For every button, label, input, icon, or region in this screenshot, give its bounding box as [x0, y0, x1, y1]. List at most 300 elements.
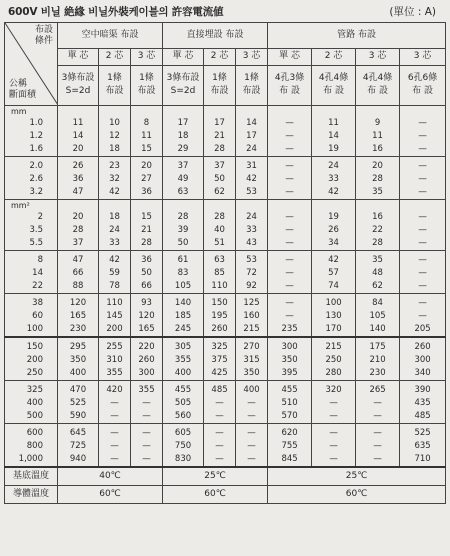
unit-label: (單位 : A) [389, 6, 436, 18]
current-value: 63 [214, 255, 225, 265]
value-cell [312, 157, 356, 200]
current-value: 120 [138, 311, 155, 321]
cell-spacer [236, 200, 267, 211]
col-header-core-3: 單 芯 [163, 49, 204, 65]
current-value: — [142, 411, 151, 421]
current-value: 130 [325, 311, 342, 321]
size-value: 2 [37, 212, 43, 222]
current-value: 63 [177, 187, 189, 197]
current-value: 66 [141, 281, 152, 291]
col-header-core-9: 3 芯 [400, 49, 446, 65]
current-value: 355 [138, 385, 155, 395]
value-cell [356, 106, 400, 157]
value-cell [58, 251, 99, 294]
current-value: — [285, 174, 294, 184]
current-value: 53 [246, 255, 257, 265]
current-value: — [373, 454, 382, 464]
current-value: 470 [69, 385, 87, 395]
cell-spacer [58, 106, 98, 117]
col-header-core-5: 3 芯 [236, 49, 268, 65]
table-row-group [5, 294, 446, 338]
size-value: 150 [26, 342, 43, 352]
size-value: 14 [32, 268, 43, 278]
current-value: — [285, 131, 294, 141]
current-value: 84 [372, 298, 383, 308]
table-row-group [5, 200, 446, 251]
current-value: 125 [243, 298, 260, 308]
col-header-laying-3: 3條布設 S=2d [163, 65, 204, 106]
current-value: 37 [72, 238, 84, 248]
value-cell [58, 294, 99, 338]
current-value: — [247, 411, 256, 421]
size-value: 325 [26, 385, 43, 395]
current-value: 260 [138, 355, 155, 365]
current-value: 24 [246, 212, 257, 222]
value-cell [204, 337, 236, 381]
current-value: 175 [369, 342, 386, 352]
current-value: 19 [328, 144, 339, 154]
value-cell [131, 157, 163, 200]
size-cell [5, 337, 58, 381]
current-value: 50 [141, 268, 152, 278]
value-cell [400, 294, 446, 338]
current-value: 18 [109, 212, 120, 222]
table-row-group [5, 251, 446, 294]
current-value: 120 [69, 298, 87, 308]
current-value: 37 [177, 161, 189, 171]
value-cell [268, 381, 312, 424]
current-value: 28 [372, 238, 383, 248]
current-value: 15 [141, 212, 152, 222]
current-value: 42 [328, 255, 339, 265]
current-value: 24 [328, 161, 339, 171]
current-value: 28 [177, 212, 189, 222]
current-value: 280 [325, 368, 342, 378]
size-cell [5, 106, 58, 157]
current-value: 14 [72, 131, 84, 141]
cell-spacer [356, 200, 399, 211]
current-value: 390 [414, 385, 431, 395]
current-value: 400 [174, 368, 192, 378]
current-value: — [285, 238, 294, 248]
current-value: 85 [214, 268, 225, 278]
current-value: 36 [141, 255, 152, 265]
current-value: 210 [369, 355, 386, 365]
current-value: — [418, 174, 427, 184]
current-value: — [247, 398, 256, 408]
footer-row [5, 486, 446, 504]
current-value: 92 [246, 281, 257, 291]
current-value: 36 [72, 174, 84, 184]
current-value: 195 [211, 311, 228, 321]
current-value: — [142, 398, 151, 408]
current-value: 620 [281, 428, 298, 438]
current-value: — [110, 441, 119, 451]
value-cell [312, 251, 356, 294]
value-cell [236, 294, 268, 338]
col-header-laying-1: 1條 布設 [99, 65, 131, 106]
current-value: — [418, 187, 427, 197]
size-value: 2.6 [29, 174, 43, 184]
cell-spacer [99, 106, 130, 117]
footer-label: 基底溫度 [5, 467, 58, 486]
current-value: 42 [328, 187, 339, 197]
current-value: 485 [414, 411, 431, 421]
current-value: 20 [72, 212, 84, 222]
current-value: 160 [243, 311, 260, 321]
current-value: 140 [174, 298, 192, 308]
value-cell [356, 157, 400, 200]
value-cell [356, 251, 400, 294]
value-cell [204, 294, 236, 338]
current-value: — [215, 398, 224, 408]
size-value: 1.6 [29, 144, 43, 154]
value-cell [163, 157, 204, 200]
size-value: 38 [32, 298, 43, 308]
footer-value: 60℃ [268, 486, 446, 504]
size-cell [5, 251, 58, 294]
value-cell [99, 337, 131, 381]
current-value: 725 [69, 441, 87, 451]
size-value: 500 [26, 411, 43, 421]
current-value: 355 [106, 368, 123, 378]
current-value: 375 [211, 355, 228, 365]
current-value: 755 [281, 441, 298, 451]
size-cell [5, 424, 58, 468]
value-cell [268, 106, 312, 157]
footer-value: 60℃ [163, 486, 268, 504]
value-cell [356, 424, 400, 468]
current-value: 78 [109, 281, 120, 291]
current-value: 710 [414, 454, 431, 464]
value-cell [163, 251, 204, 294]
current-value: 320 [325, 385, 342, 395]
current-value: 17 [214, 118, 225, 128]
current-value: 11 [72, 118, 84, 128]
current-value: — [373, 428, 382, 438]
current-value: 27 [141, 174, 152, 184]
size-unit: mm [11, 107, 27, 116]
value-cell [131, 251, 163, 294]
col-header-laying-8: 4孔4條 布 設 [356, 65, 400, 106]
footer-value: 60℃ [58, 486, 163, 504]
current-value: 72 [246, 268, 257, 278]
current-value: 10 [109, 118, 120, 128]
current-value: — [418, 225, 427, 235]
value-cell [99, 200, 131, 251]
current-value: 350 [281, 355, 298, 365]
current-value: 57 [328, 268, 339, 278]
footer-value: 25℃ [268, 467, 446, 486]
value-cell [131, 424, 163, 468]
current-value: — [285, 187, 294, 197]
value-cell [58, 337, 99, 381]
current-value: — [418, 298, 427, 308]
cell-spacer [400, 106, 445, 117]
current-value: 26 [72, 161, 84, 171]
current-value: 66 [72, 268, 84, 278]
current-value: — [418, 281, 427, 291]
current-value: — [215, 428, 224, 438]
value-cell [58, 200, 99, 251]
corner-bottom-label: 公稱 斷面積 [9, 79, 37, 100]
current-value: 260 [211, 324, 228, 334]
current-value: — [110, 428, 119, 438]
current-value: — [285, 298, 294, 308]
current-value: 28 [214, 144, 225, 154]
size-cell [5, 381, 58, 424]
current-value: — [418, 311, 427, 321]
current-value: — [285, 225, 294, 235]
current-value: — [285, 255, 294, 265]
current-value: 645 [69, 428, 87, 438]
current-value: 20 [372, 161, 383, 171]
cell-spacer [312, 106, 355, 117]
col-header-laying-6: 4孔3條 布 設 [268, 65, 312, 106]
current-value: 11 [372, 131, 383, 141]
value-cell [131, 381, 163, 424]
current-value: — [329, 398, 338, 408]
current-value: — [215, 441, 224, 451]
current-value: — [110, 454, 119, 464]
value-cell [356, 381, 400, 424]
col-header-core-6: 單 芯 [268, 49, 312, 65]
current-value: 560 [174, 411, 192, 421]
current-value: 37 [214, 161, 225, 171]
cell-spacer [356, 106, 399, 117]
value-cell [236, 106, 268, 157]
current-value: 355 [174, 355, 192, 365]
current-value: — [329, 441, 338, 451]
current-value: 105 [369, 311, 386, 321]
value-cell [99, 424, 131, 468]
current-value: 23 [109, 161, 120, 171]
value-cell [99, 381, 131, 424]
corner-top-label: 布設 條件 [34, 25, 53, 46]
col-header-core-1: 2 芯 [99, 49, 131, 65]
current-value: 51 [214, 238, 225, 248]
current-value: — [247, 454, 256, 464]
cell-spacer [204, 200, 235, 211]
size-value: 400 [26, 398, 43, 408]
size-value: 8 [37, 255, 43, 265]
current-value: 485 [211, 385, 228, 395]
ampacity-table [4, 22, 446, 504]
ampacity-table-container [4, 22, 446, 504]
current-value: 750 [174, 441, 192, 451]
current-value: 32 [109, 174, 120, 184]
size-cell [5, 294, 58, 338]
group-header-conduit: 管路 布設 [268, 23, 446, 49]
value-cell [400, 424, 446, 468]
value-cell [236, 251, 268, 294]
current-value: 295 [69, 342, 87, 352]
current-value: — [142, 454, 151, 464]
value-cell [268, 337, 312, 381]
current-value: — [418, 161, 427, 171]
cell-spacer [268, 200, 311, 211]
value-cell [131, 337, 163, 381]
current-value: 245 [174, 324, 192, 334]
current-value: 215 [243, 324, 260, 334]
size-unit: mm² [11, 201, 30, 210]
current-value: 110 [106, 298, 123, 308]
current-value: 28 [372, 174, 383, 184]
current-value: 310 [106, 355, 123, 365]
value-cell [204, 381, 236, 424]
current-value: 43 [246, 238, 257, 248]
table-row-group [5, 106, 446, 157]
current-value: 15 [141, 144, 152, 154]
size-value: 800 [26, 441, 43, 451]
value-cell [99, 251, 131, 294]
current-value: 34 [328, 238, 339, 248]
current-value: 260 [414, 342, 431, 352]
value-cell [400, 200, 446, 251]
current-value: 14 [246, 118, 257, 128]
current-value: 33 [328, 174, 339, 184]
current-value: 145 [106, 311, 123, 321]
cell-spacer [236, 106, 267, 117]
value-cell [204, 251, 236, 294]
group-header-direct-burial: 直接埋設 布設 [163, 23, 268, 49]
current-value: — [285, 268, 294, 278]
value-cell [400, 157, 446, 200]
cell-spacer [99, 200, 130, 211]
current-value: — [285, 118, 294, 128]
current-value: 150 [211, 298, 228, 308]
current-value: — [215, 411, 224, 421]
cell-spacer [400, 200, 445, 211]
current-value: 11 [141, 131, 152, 141]
corner-header [5, 23, 58, 106]
current-value: 350 [69, 355, 87, 365]
value-cell [236, 424, 268, 468]
current-value: 17 [246, 131, 257, 141]
value-cell [58, 157, 99, 200]
current-value: — [373, 441, 382, 451]
current-value: 49 [177, 174, 189, 184]
current-value: 9 [374, 118, 381, 128]
current-value: — [418, 255, 427, 265]
current-value: 21 [141, 225, 152, 235]
size-value: 22 [32, 281, 43, 291]
col-header-laying-9: 6孔6條 布 設 [400, 65, 446, 106]
current-value: — [110, 398, 119, 408]
current-value: 455 [174, 385, 192, 395]
cell-spacer [58, 200, 98, 211]
value-cell [236, 157, 268, 200]
col-header-laying-5: 1條 布設 [236, 65, 268, 106]
current-value: 140 [369, 324, 386, 334]
cell-spacer [131, 106, 162, 117]
current-value: 74 [328, 281, 339, 291]
table-row-group [5, 337, 446, 381]
current-value: 200 [106, 324, 123, 334]
current-value: 110 [211, 281, 228, 291]
value-cell [163, 337, 204, 381]
size-value: 100 [26, 324, 43, 334]
current-value: 33 [109, 238, 120, 248]
current-value: 17 [177, 118, 189, 128]
current-value: 19 [328, 212, 339, 222]
current-value: 47 [72, 255, 84, 265]
current-value: 435 [414, 398, 431, 408]
table-row-group [5, 157, 446, 200]
current-value: — [373, 398, 382, 408]
cell-spacer [163, 200, 203, 211]
current-value: 39 [177, 225, 189, 235]
current-value: 395 [281, 368, 298, 378]
cell-spacer [131, 200, 162, 211]
current-value: 36 [141, 187, 152, 197]
value-cell [163, 106, 204, 157]
current-value: 100 [325, 298, 342, 308]
value-cell [204, 106, 236, 157]
current-value: 12 [109, 131, 120, 141]
current-value: — [373, 411, 382, 421]
current-value: 230 [69, 324, 87, 334]
size-value: 3.2 [29, 187, 43, 197]
size-value: 60 [32, 311, 43, 321]
group-header-aerial-duct: 空中暗渠 布設 [58, 23, 163, 49]
current-value: 42 [109, 187, 120, 197]
current-value: 26 [328, 225, 339, 235]
current-value: 62 [214, 187, 225, 197]
value-cell [163, 200, 204, 251]
current-value: 83 [177, 268, 189, 278]
current-value: — [329, 454, 338, 464]
cell-spacer [312, 200, 355, 211]
current-value: 255 [106, 342, 123, 352]
size-value: 1.0 [29, 118, 43, 128]
current-value: — [285, 311, 294, 321]
current-value: 220 [138, 342, 155, 352]
current-value: 24 [109, 225, 120, 235]
current-value: 845 [281, 454, 298, 464]
current-value: 350 [243, 368, 260, 378]
value-cell [400, 381, 446, 424]
current-value: 400 [69, 368, 87, 378]
current-value: 265 [369, 385, 386, 395]
table-title: 600V 비닐 絶緣 비닐外裝케이블의 許容電流値 [8, 6, 224, 18]
current-value: 47 [72, 187, 84, 197]
size-value: 250 [26, 368, 43, 378]
current-value: 215 [325, 342, 342, 352]
value-cell [356, 200, 400, 251]
size-value: 2.0 [29, 161, 43, 171]
value-cell [312, 106, 356, 157]
current-value: 33 [246, 225, 257, 235]
value-cell [268, 157, 312, 200]
current-value: — [285, 281, 294, 291]
value-cell [312, 381, 356, 424]
value-cell [312, 424, 356, 468]
current-value: 29 [177, 144, 189, 154]
current-value: 605 [174, 428, 192, 438]
value-cell [163, 424, 204, 468]
current-value: — [247, 441, 256, 451]
current-value: 35 [372, 255, 383, 265]
col-header-laying-2: 1條 布設 [131, 65, 163, 106]
current-value: — [142, 441, 151, 451]
footer-label: 導體溫度 [5, 486, 58, 504]
current-value: 940 [69, 454, 87, 464]
current-value: 24 [246, 144, 257, 154]
value-cell [131, 200, 163, 251]
current-value: — [215, 454, 224, 464]
value-cell [268, 200, 312, 251]
